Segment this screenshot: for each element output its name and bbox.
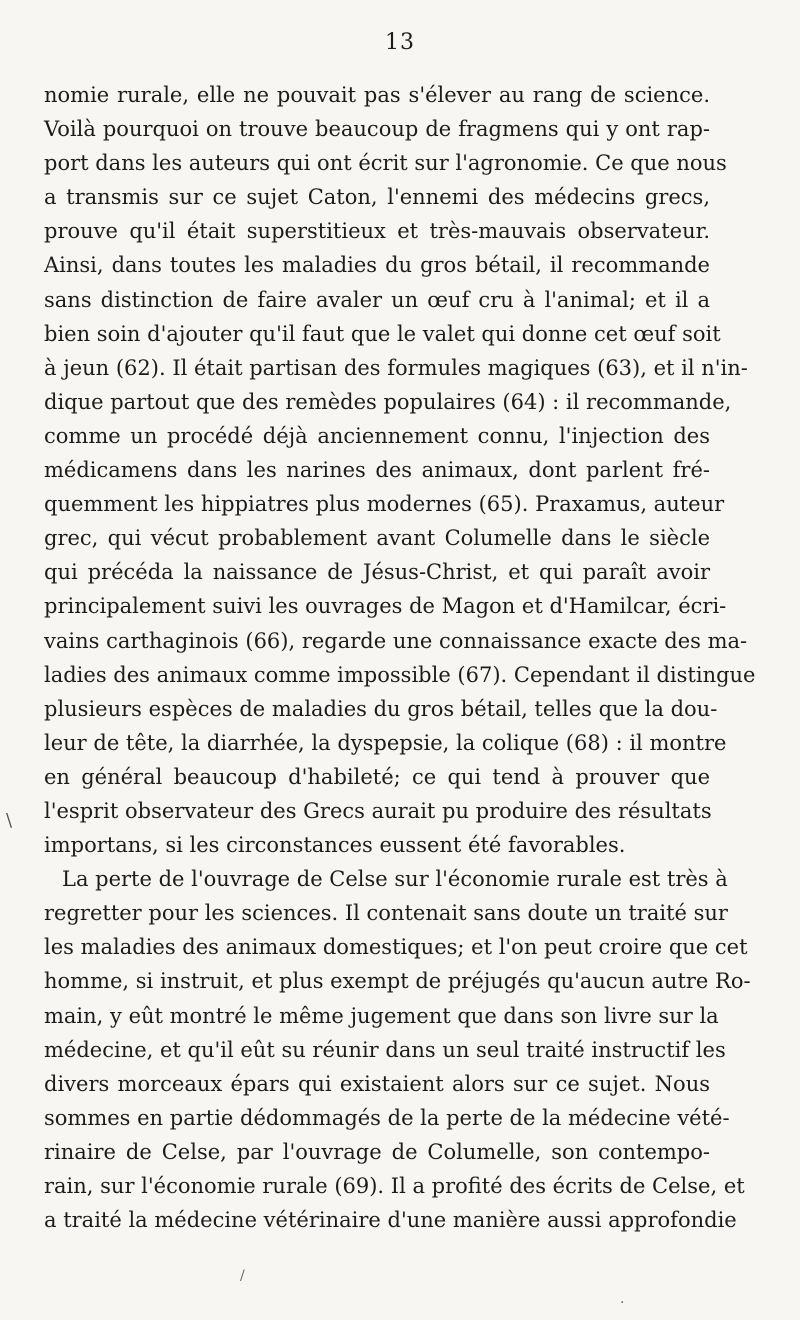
text-line: les maladies des animaux domestiques; et l'on peut croire que cet bbox=[44, 935, 748, 960]
text-line: a transmis sur ce sujet Caton, l'ennemi des médecins grecs, bbox=[44, 185, 710, 210]
body-text bbox=[44, 78, 756, 1237]
text-line: grec, qui vécut probablement avant Columelle dans le siècle bbox=[44, 526, 710, 551]
text-line: l'esprit observateur des Grecs aurait pu produire des résultats bbox=[44, 798, 712, 823]
text-line: divers morceaux épars qui existaient alors sur ce sujet. Nous bbox=[44, 1071, 710, 1096]
margin-mark: \ bbox=[6, 810, 13, 831]
text-line: en général beaucoup d'habileté; ce qui tend à prouver que bbox=[44, 764, 710, 789]
text-line: Voilà pourquoi on trouve beaucoup de fragmens qui y ont rap- bbox=[44, 117, 710, 142]
text-line: main, y eût montré le même jugement que dans son livre sur la bbox=[44, 1003, 719, 1028]
text-line: comme un procédé déjà anciennement connu, l'injection des bbox=[44, 423, 710, 448]
text-line: Ainsi, dans toutes les maladies du gros bétail, il recommande bbox=[44, 253, 710, 278]
text-line: plusieurs espèces de maladies du gros bétail, telles que la dou- bbox=[44, 696, 718, 721]
text-line: regretter pour les sciences. Il contenait sans doute un traité sur bbox=[44, 901, 728, 926]
paragraph bbox=[44, 862, 751, 1237]
text-line: port dans les auteurs qui ont écrit sur l'agronomie. Ce que nous bbox=[44, 151, 727, 176]
text-line: homme, si instruit, et plus exempt de préjugés qu'aucun autre Ro- bbox=[44, 969, 751, 994]
text-line: leur de tête, la diarrhée, la dyspepsie, la colique (68) : il montre bbox=[44, 730, 727, 755]
text-line: qui précéda la naissance de Jésus-Christ, et qui paraît avoir bbox=[44, 560, 710, 585]
ink-speck: / bbox=[240, 1268, 245, 1284]
text-line: médecine, et qu'il eût su réunir dans un seul traité instructif les bbox=[44, 1037, 726, 1062]
text-line: vains carthaginois (66), regarde une connaissance exacte des ma- bbox=[44, 628, 748, 653]
text-line: quemment les hippiatres plus modernes (65). Praxamus, auteur bbox=[44, 492, 725, 517]
text-line: importans, si les circonstances eussent été favorables. bbox=[44, 833, 626, 858]
page-number: 13 bbox=[385, 30, 415, 55]
text-line: sommes en partie dédommagés de la perte de la médecine vété- bbox=[44, 1105, 730, 1130]
text-line: bien soin d'ajouter qu'il faut que le valet qui donne cet œuf soit bbox=[44, 321, 721, 346]
text-line: La perte de l'ouvrage de Celse sur l'économie rurale est très à bbox=[62, 867, 728, 892]
text-line: a traité la médecine vétérinaire d'une manière aussi approfondie bbox=[44, 1208, 737, 1233]
text-line: ladies des animaux comme impossible (67). Cependant il distingue bbox=[44, 662, 756, 687]
text-line: rain, sur l'économie rurale (69). Il a profité des écrits de Celse, et bbox=[44, 1174, 745, 1198]
text-line: prouve qu'il était superstitieux et très-mauvais observateur. bbox=[44, 219, 710, 244]
paragraph bbox=[44, 78, 756, 862]
text-line: principalement suivi les ouvrages de Magon et d'Hamilcar, écri- bbox=[44, 594, 727, 619]
text-line: nomie rurale, elle ne pouvait pas s'élever au rang de science. bbox=[44, 83, 710, 107]
text-line: sans distinction de faire avaler un œuf cru à l'animal; et il a bbox=[44, 287, 710, 312]
text-line: médicamens dans les narines des animaux, dont parlent fré- bbox=[44, 458, 710, 483]
text-line: rinaire de Celse, par l'ouvrage de Columelle, son contempo- bbox=[44, 1139, 710, 1164]
text-line: à jeun (62). Il était partisan des formules magiques (63), et il n'in- bbox=[44, 355, 748, 380]
text-line: dique partout que des remèdes populaires (64) : il recommande, bbox=[44, 389, 732, 414]
ink-speck: · bbox=[620, 1295, 625, 1311]
